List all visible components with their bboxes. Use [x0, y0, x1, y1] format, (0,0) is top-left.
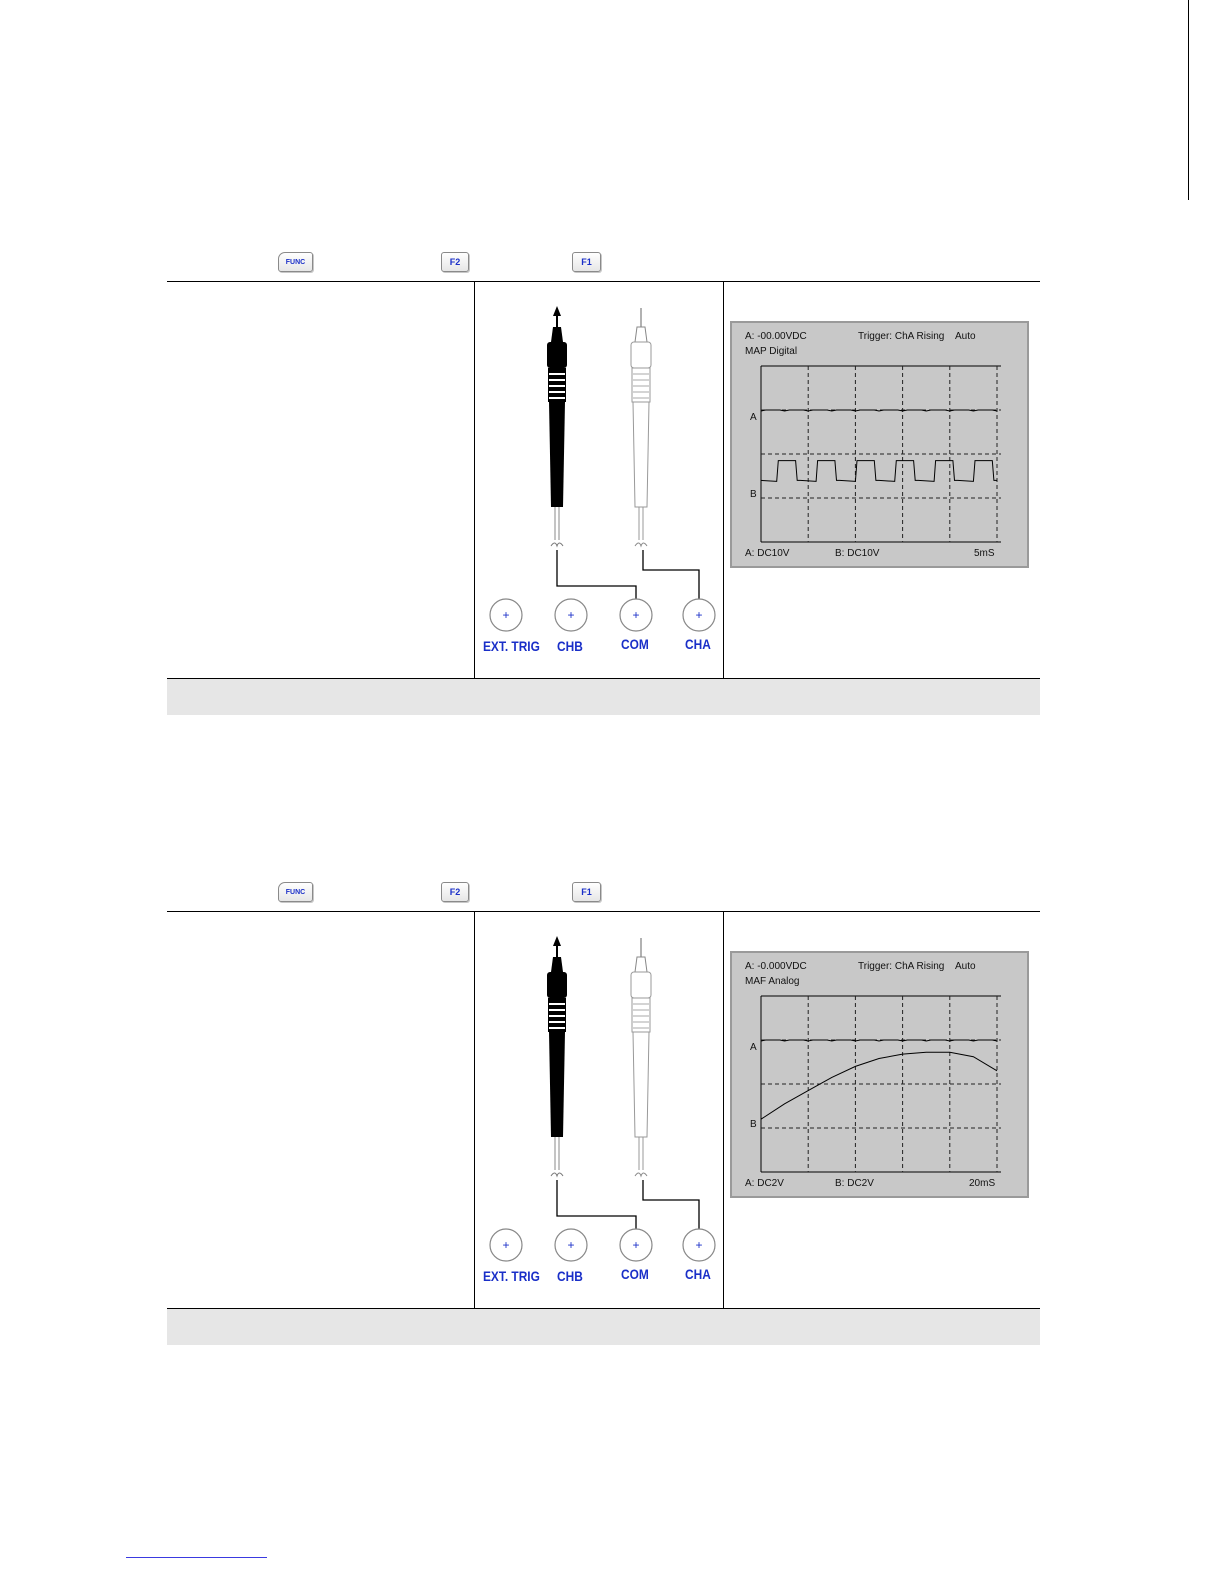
scope-scale-b: B: DC2V — [835, 1178, 874, 1189]
probe-connection-cell — [474, 282, 724, 678]
scope-mode: Auto — [955, 331, 976, 342]
cha-label: CHA — [685, 636, 711, 652]
f1-key-icon: F1 — [572, 252, 601, 272]
f2-key-icon: F2 — [441, 252, 469, 272]
connection-section-maf-analog — [167, 877, 1040, 1347]
connection-section-map-digital — [167, 247, 1040, 717]
instruction-text-cell — [167, 912, 474, 1308]
func-key-icon: FUNC — [278, 882, 313, 902]
ext-trig-label: EXT. TRIG — [483, 1268, 540, 1284]
scope-trigger: Trigger: ChA Rising — [858, 331, 945, 342]
probe-wires — [557, 550, 699, 602]
input-jacks — [490, 599, 715, 631]
trace-a-marker: A — [750, 1042, 757, 1053]
page-edge-rule — [1188, 0, 1189, 200]
probe-diagram — [475, 912, 723, 1308]
scope-scale-b: B: DC10V — [835, 548, 880, 559]
svg-text:+: + — [695, 608, 703, 622]
red-probe-icon — [631, 938, 651, 1176]
key-sequence — [167, 247, 1040, 281]
instruction-text-cell — [167, 282, 474, 678]
scope-screenshot-cell — [724, 282, 1040, 678]
f1-key-icon: F1 — [572, 882, 601, 902]
cha-label: CHA — [685, 1266, 711, 1282]
scope-signal-name: MAF Analog — [745, 976, 800, 987]
scope-display — [730, 951, 1029, 1198]
svg-text:+: + — [502, 1238, 510, 1252]
trace-b-marker: B — [750, 489, 757, 500]
black-probe-icon — [547, 936, 567, 1176]
svg-text:+: + — [632, 1238, 640, 1252]
chb-label: CHB — [557, 1268, 583, 1284]
trace-a-marker: A — [750, 412, 757, 423]
scope-reading: A: -0.000VDC — [745, 961, 807, 972]
scope-timebase: 5mS — [974, 548, 995, 559]
scope-trigger: Trigger: ChA Rising — [858, 961, 945, 972]
chb-label: CHB — [557, 638, 583, 654]
black-probe-icon — [547, 306, 567, 546]
trace-b-line — [761, 1052, 997, 1119]
svg-text:+: + — [567, 608, 575, 622]
scope-plot — [732, 953, 1027, 1196]
svg-text:+: + — [502, 608, 510, 622]
svg-text:+: + — [695, 1238, 703, 1252]
scope-timebase: 20mS — [969, 1178, 996, 1189]
note-bar — [167, 679, 1040, 715]
trace-a-line — [761, 410, 997, 411]
scope-plot — [732, 323, 1027, 566]
instruction-table — [167, 911, 1040, 1309]
probe-connection-cell — [474, 912, 724, 1308]
func-key-icon: FUNC — [278, 252, 313, 272]
instruction-table — [167, 281, 1040, 679]
scope-scale-a: A: DC2V — [745, 1178, 784, 1189]
key-sequence — [167, 877, 1040, 911]
scope-reading: A: -00.00VDC — [745, 331, 807, 342]
scope-scale-a: A: DC10V — [745, 548, 790, 559]
ext-trig-label: EXT. TRIG — [483, 638, 540, 654]
probe-diagram — [475, 282, 723, 678]
scope-signal-name: MAP Digital — [745, 346, 798, 357]
svg-text:+: + — [567, 1238, 575, 1252]
trace-b-marker: B — [750, 1119, 757, 1130]
red-probe-icon — [631, 308, 651, 546]
input-jacks — [490, 1229, 715, 1261]
note-bar — [167, 1309, 1040, 1345]
trace-a-line — [761, 1040, 997, 1041]
scope-screenshot-cell — [724, 912, 1040, 1308]
scope-mode: Auto — [955, 961, 976, 972]
f2-key-icon: F2 — [441, 882, 469, 902]
probe-wires — [557, 1180, 699, 1232]
scope-display — [730, 321, 1029, 568]
footer-link-rule — [126, 1557, 267, 1558]
svg-text:+: + — [632, 608, 640, 622]
com-label: COM — [621, 1266, 649, 1282]
com-label: COM — [621, 636, 649, 652]
trace-b-line — [761, 461, 997, 482]
